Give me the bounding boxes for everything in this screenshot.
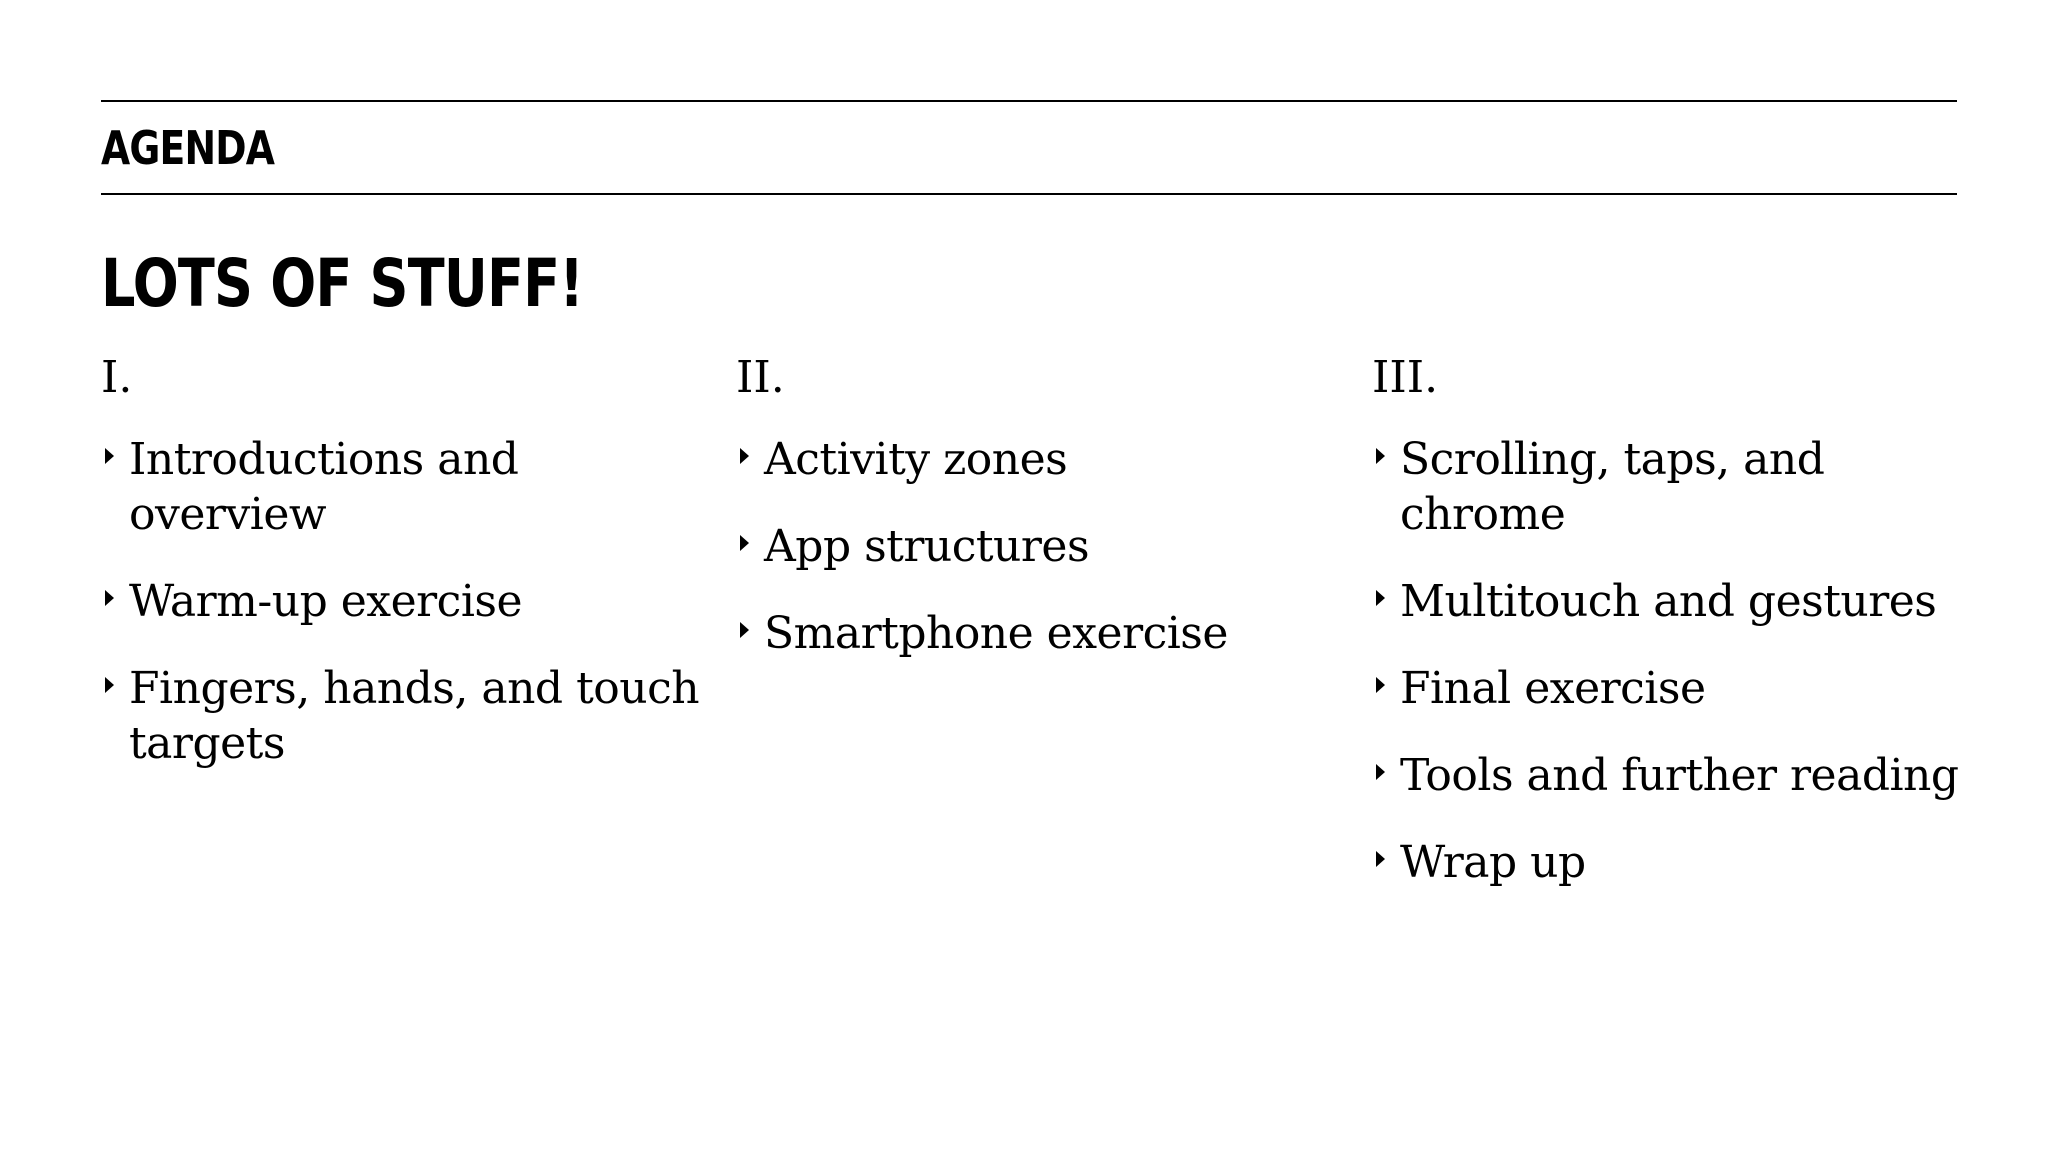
section-label: AGENDA	[101, 121, 275, 175]
list-item-text: Activity zones	[764, 434, 1068, 485]
triangle-bullet-icon	[105, 590, 114, 606]
list-item	[101, 574, 701, 629]
list-item-text: Smartphone exercise	[764, 608, 1228, 659]
triangle-bullet-icon	[740, 535, 749, 551]
triangle-bullet-icon	[1376, 851, 1385, 867]
triangle-bullet-icon	[1376, 448, 1385, 464]
list-item	[736, 519, 1336, 574]
triangle-bullet-icon	[1376, 677, 1385, 693]
triangle-bullet-icon	[740, 622, 749, 638]
triangle-bullet-icon	[1376, 590, 1385, 606]
list-item-text: Final exercise	[1400, 663, 1706, 714]
list-item-text: Scrolling, taps, and chrome	[1400, 434, 1825, 540]
agenda-column-2	[736, 350, 1336, 693]
list-item	[1372, 432, 1992, 542]
agenda-list	[1372, 432, 1992, 890]
list-item	[736, 432, 1336, 487]
list-item-text: Wrap up	[1400, 837, 1586, 888]
agenda-column-1	[101, 350, 701, 803]
top-divider	[101, 100, 1957, 102]
list-item-text: Warm-up exercise	[129, 576, 523, 627]
list-item	[1372, 748, 1992, 803]
triangle-bullet-icon	[740, 448, 749, 464]
list-item	[736, 606, 1336, 661]
list-item-text: App structures	[764, 521, 1090, 572]
list-item-text: Fingers, hands, and touch targets	[129, 663, 700, 769]
triangle-bullet-icon	[1376, 764, 1385, 780]
column-numeral: I.	[101, 352, 133, 403]
bottom-divider	[101, 193, 1957, 195]
column-numeral: II.	[736, 352, 785, 403]
list-item	[101, 661, 701, 771]
agenda-column-3	[1372, 350, 1992, 922]
list-item-text: Multitouch and gestures	[1400, 576, 1937, 627]
list-item	[1372, 661, 1992, 716]
list-item	[1372, 835, 1992, 890]
triangle-bullet-icon	[105, 677, 114, 693]
column-numeral: III.	[1372, 352, 1439, 403]
list-item	[1372, 574, 1992, 629]
list-item-text: Introductions and overview	[129, 434, 519, 540]
agenda-list	[736, 432, 1336, 661]
slide-title: LOTS OF STUFF!	[101, 245, 584, 322]
list-item-text: Tools and further reading	[1400, 750, 1959, 801]
list-item	[101, 432, 701, 542]
agenda-list	[101, 432, 701, 771]
triangle-bullet-icon	[105, 448, 114, 464]
